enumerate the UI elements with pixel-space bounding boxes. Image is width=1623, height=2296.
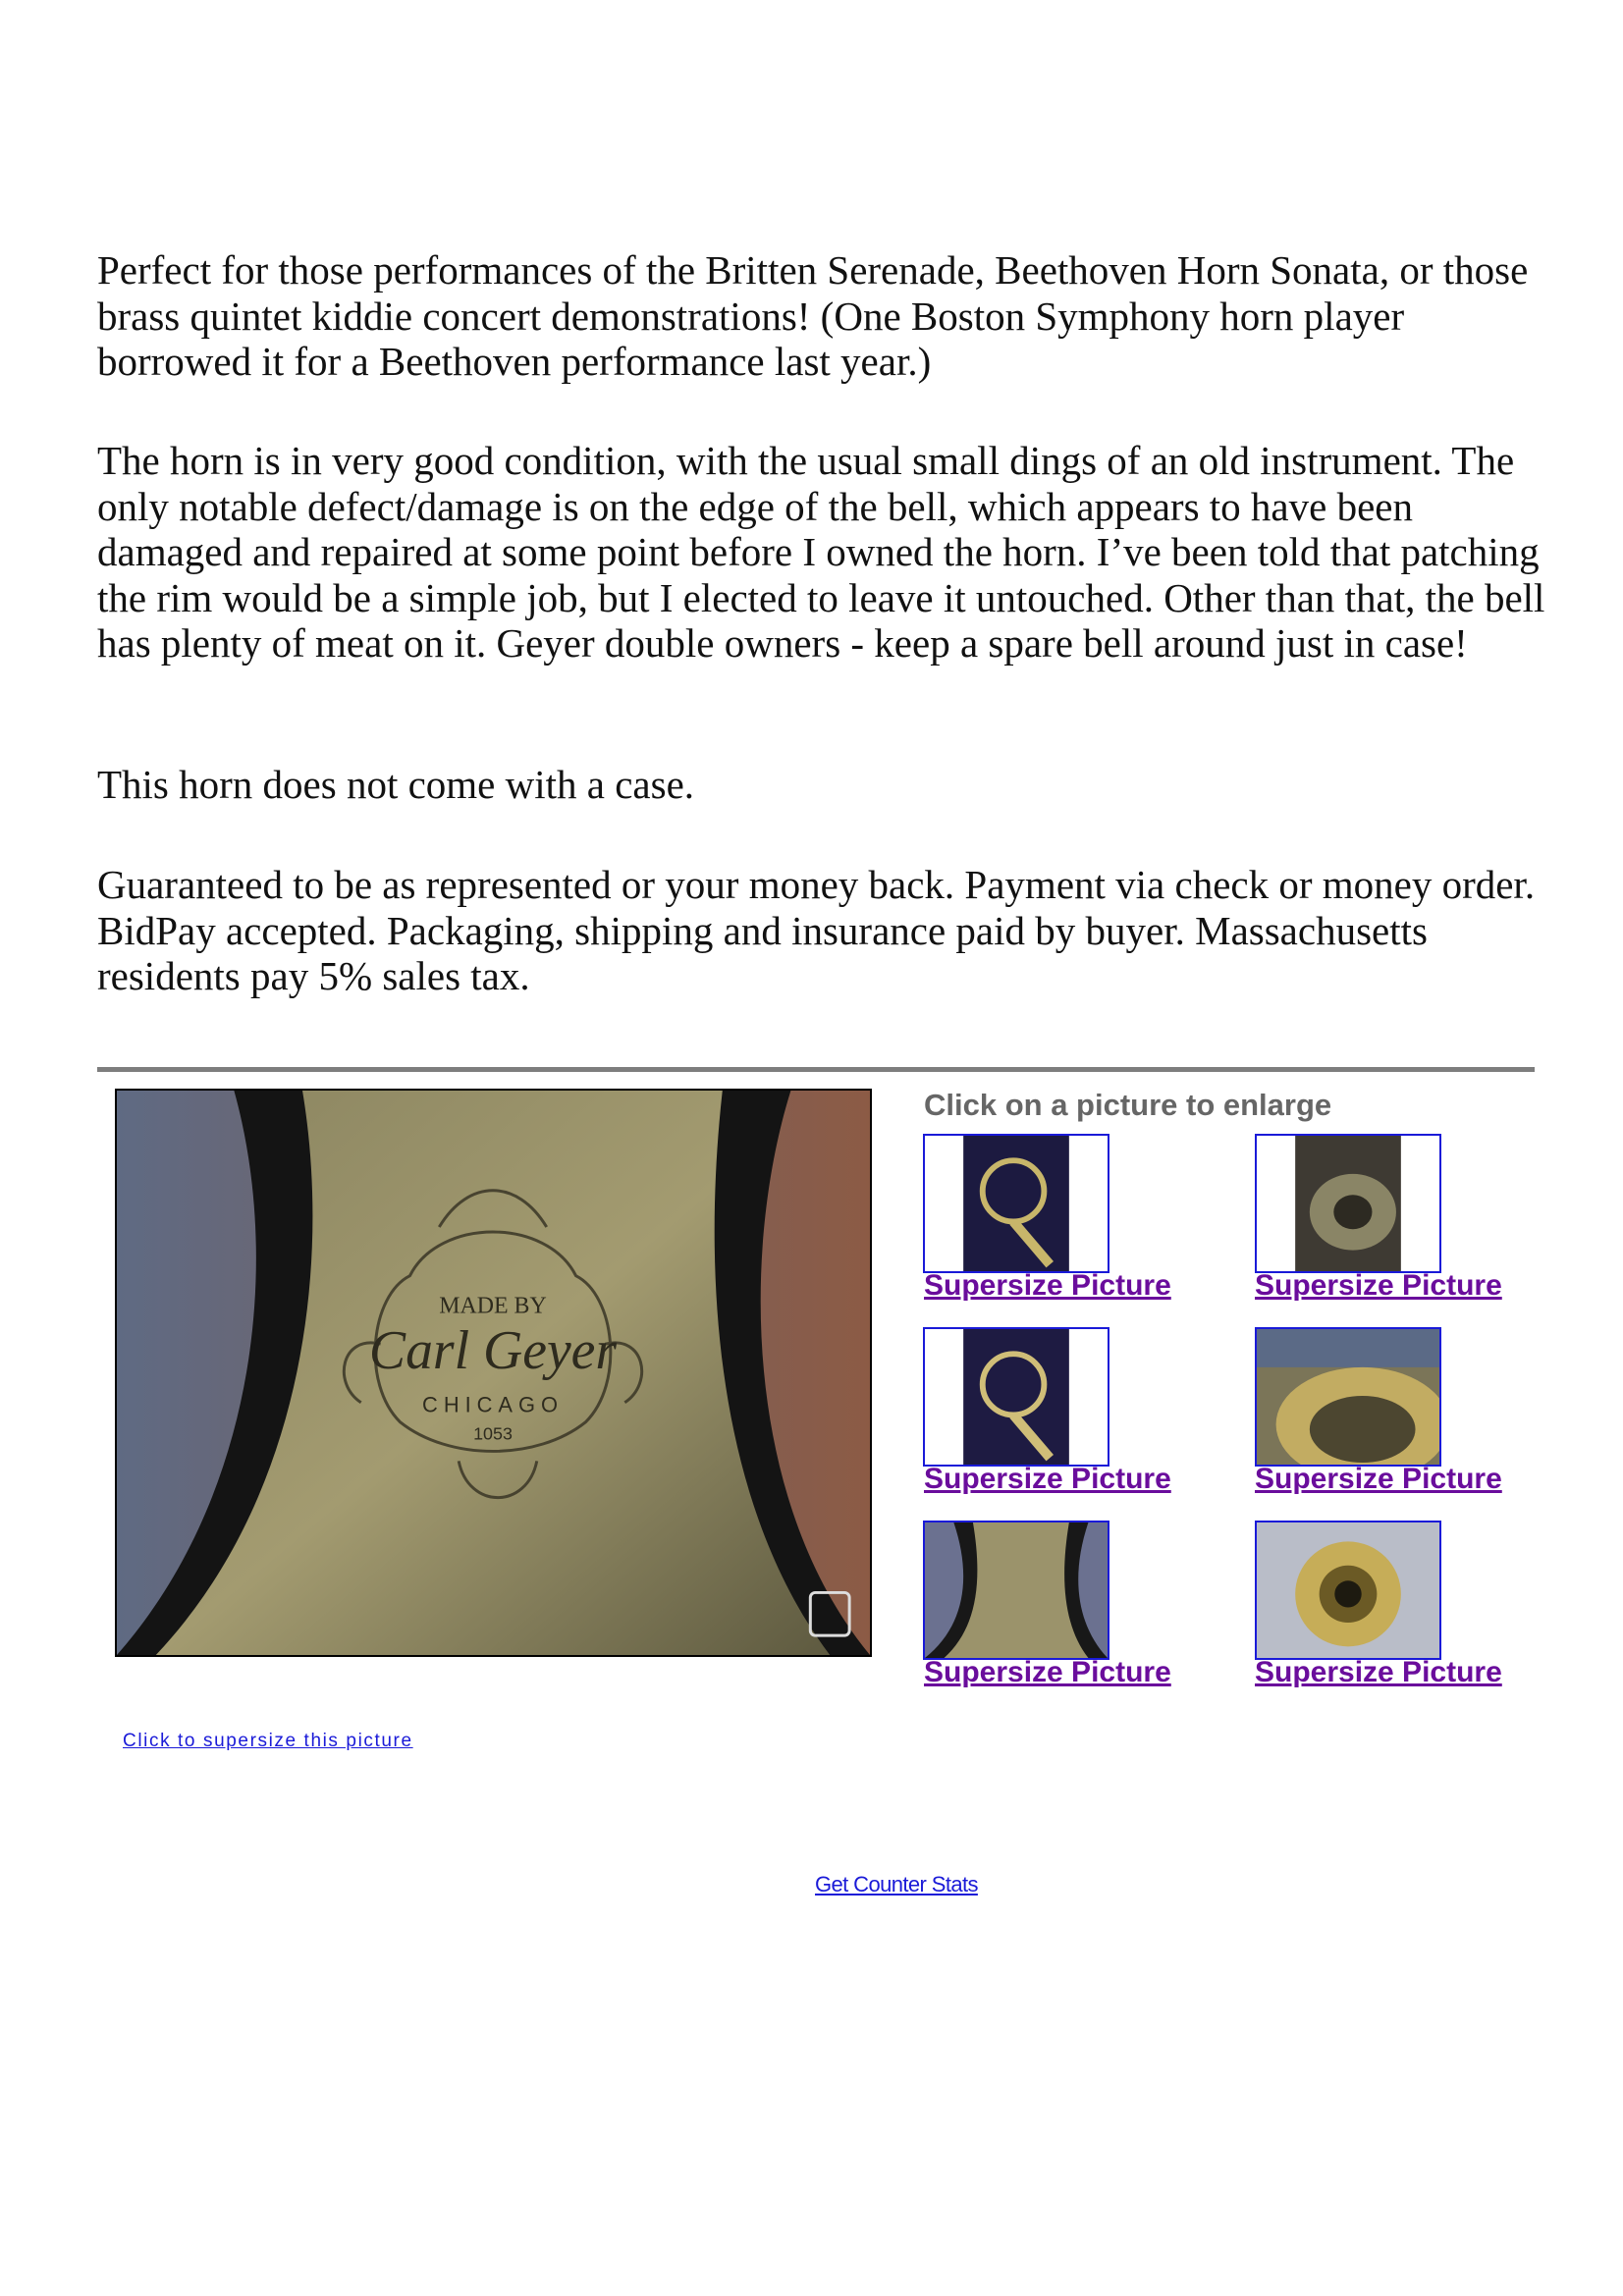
engraving-text: CHICAGO [422, 1392, 564, 1417]
thumbnail-2[interactable] [1255, 1134, 1441, 1273]
supersize-link-4[interactable]: Supersize Picture [1255, 1463, 1502, 1495]
thumbnail-5[interactable] [923, 1521, 1109, 1660]
thumbnail-1[interactable] [923, 1134, 1109, 1273]
supersize-link-2[interactable]: Supersize Picture [1255, 1269, 1502, 1302]
thumbnail-3[interactable] [923, 1327, 1109, 1467]
description-paragraph: This horn does not come with a case. [97, 762, 695, 807]
engraving-text: Carl Geyer [368, 1320, 618, 1382]
engraving-text: MADE BY [439, 1293, 547, 1319]
horizontal-divider [97, 1067, 1535, 1072]
supersize-link-5[interactable]: Supersize Picture [924, 1656, 1171, 1688]
main-photo[interactable] [115, 1089, 872, 1657]
thumbnail-6[interactable] [1255, 1521, 1441, 1660]
description-paragraph: The horn is in very good condition, with the usual small dings of an old instrument. The only notable defect/damage is on the edge of the bell, which appears to have been damaged and repaired at some point before I owned the horn. I’ve been told that patching the rim would be a simple job, but I elected to leave it untouched. Other than that, the bell has plenty of meat on it. Geyer double owners - keep a spare bell around just in case! [97, 438, 1545, 666]
description-paragraph: Perfect for those performances of the Britten Serenade, Beethoven Horn Sonata, or those brass quintet kiddie concert demonstrations! (One Boston Symphony horn player borrowed it for a Beethoven performance last year.) [97, 247, 1529, 384]
gallery-caption: Click on a picture to enlarge [924, 1088, 1332, 1122]
thumbnail-4[interactable] [1255, 1327, 1441, 1467]
engraving-text: 1053 [473, 1423, 513, 1444]
supersize-main-link[interactable]: Click to supersize this picture [123, 1731, 413, 1751]
supersize-link-1[interactable]: Supersize Picture [924, 1269, 1171, 1302]
description-paragraph: Guaranteed to be as represented or your money back. Payment via check or money order. BidPay accepted. Packaging, shipping and insurance paid by buyer. Massachusetts residents pay 5% sales tax. [97, 862, 1536, 998]
supersize-link-6[interactable]: Supersize Picture [1255, 1656, 1502, 1688]
supersize-link-3[interactable]: Supersize Picture [924, 1463, 1171, 1495]
counter-stats-link[interactable]: Get Counter Stats [815, 1872, 978, 1896]
